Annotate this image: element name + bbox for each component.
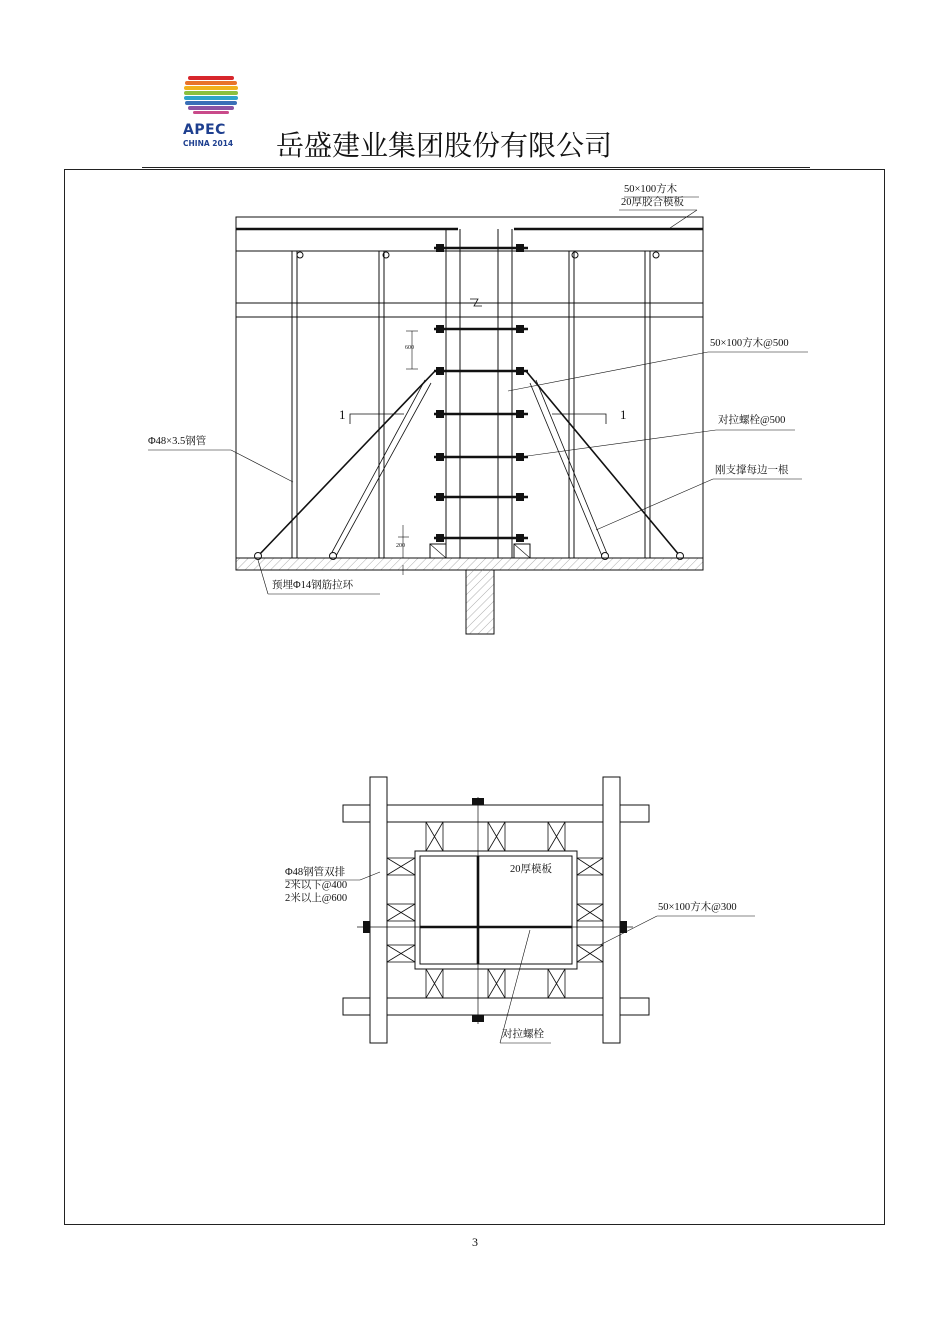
section-mark-right: 1: [620, 407, 627, 422]
page-number: 3: [472, 1235, 478, 1249]
label-pipe-double: Φ48钢管双排: [285, 867, 346, 878]
label-timber-top: 50×100方木: [624, 184, 678, 195]
label-steel-pipe: Φ48×3.5钢管: [148, 436, 207, 447]
section-mark-left: 1: [339, 407, 346, 422]
label-timber-300: 50×100方木@300: [658, 902, 737, 913]
label-pipe-below-2m: 2米以下@400: [285, 880, 348, 891]
label-embedded-ring: 预埋Φ14钢筋拉环: [272, 580, 354, 591]
logo-text-china-2014: CHINA 2014: [183, 139, 234, 148]
label-formwork-20: 20厚模板: [510, 864, 552, 875]
elevation-drawing: [148, 197, 808, 634]
company-name: 岳盛建业集团股份有限公司: [276, 129, 613, 162]
dimension-600: 600: [405, 345, 414, 351]
logo-text-apec: APEC: [183, 122, 226, 138]
label-tie-bolt: 对拉螺栓: [502, 1029, 544, 1040]
tie-bolts: [434, 248, 528, 538]
label-bolt-500: 对拉螺栓@500: [718, 415, 786, 426]
label-timber-500: 50×100方木@500: [710, 338, 789, 349]
label-pipe-above-2m: 2米以上@600: [285, 893, 348, 904]
label-formwork-top: 20厚胶合模板: [621, 197, 684, 208]
label-brace: 刚支撑每边一根: [715, 465, 789, 476]
dimension-200: 200: [396, 543, 405, 549]
